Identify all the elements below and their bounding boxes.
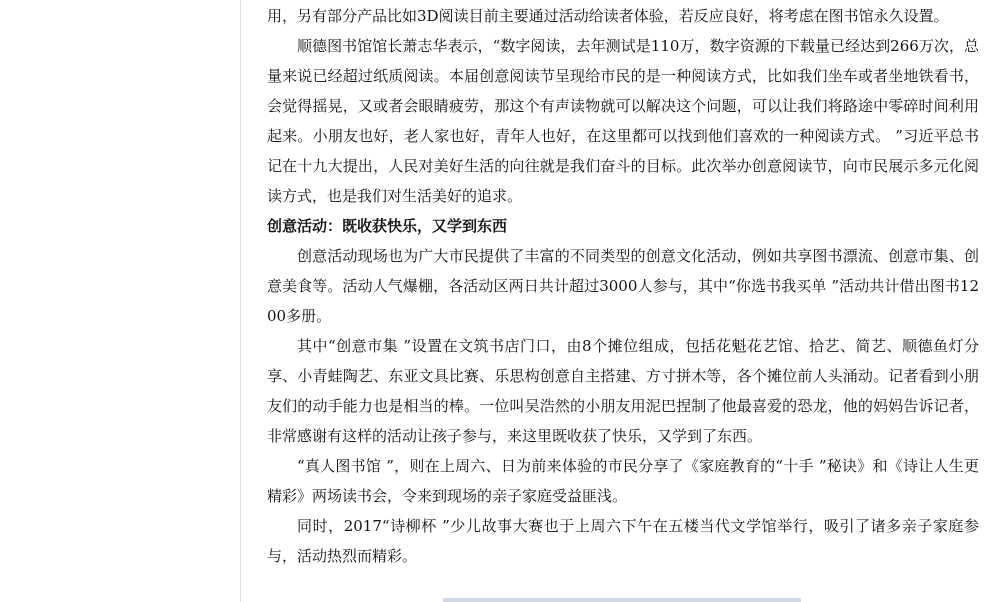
image-top-edge [443,598,801,602]
article-body [267,0,979,602]
column-divider [240,0,241,602]
section-heading: 创意活动：既收获快乐，又学到东西 [267,217,508,235]
paragraph-human-library: “真人图书馆 ”，则在上周六、日为前来体验的市民分享了《家庭教育的“十手 ”秘诀》和《诗让人生更精彩》两场读书会，令来到现场的亲子家庭受益匪浅。 [267,457,979,505]
paragraph-librarian-quote: 顺德图书馆馆长萧志华表示，“数字阅读，去年测试是110万，数字资源的下载量已经达到266万次，总量来说已经超过纸质阅读。本届创意阅读节呈现给市民的是一种阅读方式，比如我们坐车或者坐地铁看书，会觉得摇晃，又或者会眼睛疲劳，那这个有声读物就可以解决这个问题，可以让我们将路途中零碎时间利用起来。小朋友也好，老人家也好，青年人也好，在这里都可以找到他们喜欢的一种阅读方式。 ”习近平总书记在十九大提出，人民对美好生活的向往就是我们奋斗的目标。此次举办创意阅读节，向市民展示多元化阅读方式，也是我们对生活美好的追求。 [267,37,979,205]
left-blank-pane [0,0,240,602]
paragraph-continued: 用，另有部分产品比如3D阅读目前主要通过活动给读者体验，若反应良好，将考虑在图书馆永久设置。 [267,7,949,25]
paragraph-creative-activities: 创意活动现场也为广大市民提供了丰富的不同类型的创意文化活动，例如共享图书漂流、创意市集、创意美食等。活动人气爆棚，各活动区两日共计超过3000人参与，其中“你选书我买单 ”活动共计借出图书1200多册。 [267,247,979,325]
paragraph-story-contest: 同时，2017“诗柳杯 ”少儿故事大赛也于上周六下午在五楼当代文学馆举行，吸引了诸多亲子家庭参与，活动热烈而精彩。 [267,517,979,565]
paragraph-creative-market: 其中“创意市集 ”设置在文筑书店门口，由8个摊位组成，包括花魁花艺馆、拾艺、简艺、顺德鱼灯分享、小青蛙陶艺、东亚文具比赛、乐思构创意自主搭建、方寸拼木等，各个摊位前人头涌动。记者看到小朋友们的动手能力也是相当的棒。一位叫吴浩然的小朋友用泥巴捏制了他最喜爱的恐龙，他的妈妈告诉记者，非常感谢有这样的活动让孩子参与，来这里既收获了快乐，又学到了东西。 [267,337,979,445]
